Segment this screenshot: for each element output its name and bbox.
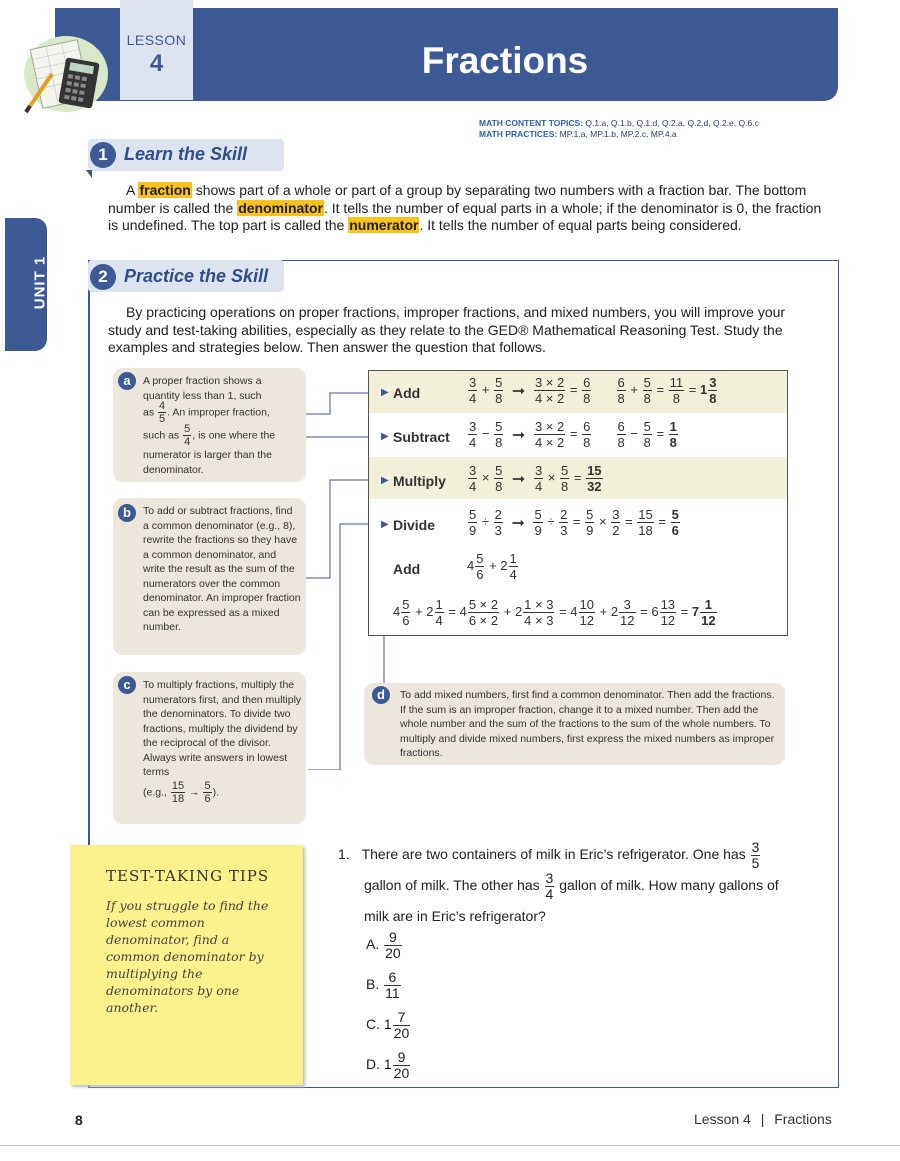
- note-a-line-2: quantity less than 1, such: [143, 389, 262, 402]
- fraction-three-fifths: $\frac{3}{5}$: [751, 839, 760, 871]
- mixed-add-example: 4 $\frac{5}{6}$ + 2 $\frac{1}{4}$: [467, 551, 517, 582]
- subtract-example: $\frac{3}{4}$ − $\frac{5}{8}$ ➞ $\frac{3 \times 2}{4 \times 2}$ = $\frac{6}{8}$ $\frac{6}{8}$ − $\frac{5}{8}$ = $\frac{1}{8}$: [469, 419, 677, 450]
- note-b-text: To add or subtract fractions, find a common denominator (e.g., 8), rewrite the fractions so they have a common denominator, and write the result as the sum of the numerators over the common denominator. An improper fraction can be expressed as a mixed number.: [143, 505, 301, 633]
- note-a-line-3a: as: [143, 406, 155, 419]
- pointer-triangle-icon: ▶: [381, 519, 389, 530]
- learn-header-corner: [86, 170, 92, 178]
- learn-section-title: Learn the Skill: [124, 144, 248, 164]
- note-a-line-5: numerator is larger than the: [143, 449, 272, 461]
- practice-paragraph: By practicing operations on proper fractions, improper fractions, and mixed numbers, you will improve your study and test-taking abilities, especially as they relate to the GED® Mathematical Reasoning Test. Study the examples and strategies below. Then answer the question that follows.: [108, 304, 786, 355]
- practice-section-number: 2: [90, 264, 116, 290]
- unit-side-tab: [5, 218, 47, 351]
- footer-rule: [0, 1145, 900, 1146]
- fraction-five-sixths: $\frac{5}{6}$: [204, 779, 211, 805]
- answer-option-c[interactable]: C. 1 $\frac{7}{20}$: [366, 1009, 410, 1041]
- content-topics-label: MATH CONTENT TOPICS:: [479, 118, 584, 128]
- right-arrow-icon: ➞: [511, 470, 526, 488]
- op-add-label: Add: [393, 385, 421, 401]
- right-arrow-icon: ➞: [511, 382, 526, 400]
- unit-label: UNIT 1: [31, 255, 49, 310]
- question-text-4: milk are in Eric’s refrigerator?: [364, 908, 546, 924]
- footer-separator: |: [760, 1111, 765, 1127]
- note-b-card: [113, 498, 306, 655]
- note-c-body: To multiply fractions, multiply the numerators first, and then multiply the denominators. To divide two fractions, multiply the dividend by the reciprocal of the divisor. Always write answers in lowest terms: [143, 679, 302, 778]
- pointer-triangle-icon: ▶: [381, 431, 389, 442]
- divide-example: $\frac{5}{9}$ ÷ $\frac{2}{3}$ ➞ $\frac{5}{9}$ ÷ $\frac{2}{3}$ = $\frac{5}{9}$ × $\frac{3}{2}$ = $\frac{15}{18}$ = $\frac{5}{6}$: [469, 507, 679, 538]
- test-taking-tips-note: [70, 845, 303, 1085]
- fraction-four-fifths: $\frac{4}{5}$: [159, 400, 166, 425]
- operations-table: [368, 370, 788, 636]
- learn-section-number: 1: [90, 142, 116, 168]
- content-topics-value: Q.1.a, Q.1.b, Q.1.d, Q.2.a, Q.2.d, Q.2.e, Q.6.c: [585, 118, 759, 128]
- answer-option-d[interactable]: D. 1 $\frac{9}{20}$: [366, 1049, 410, 1081]
- fraction-fifteen-eighteenths: $\frac{15}{18}$: [171, 779, 185, 805]
- answer-option-a[interactable]: A. $\frac{9}{20}$: [366, 929, 401, 961]
- add-example: $\frac{3}{4}$ + $\frac{5}{8}$ ➞ $\frac{3 \times 2}{4 \times 2}$ = $\frac{6}{8}$ $\frac{6}{8}$ + $\frac{5}{8}$ = $\frac{11}{8}$ = 1 $\frac{3}{8}$: [469, 375, 717, 406]
- tips-heading: TEST-TAKING TIPS: [106, 867, 270, 885]
- footer-lesson: Lesson 4: [694, 1111, 751, 1127]
- learn-text-1: A: [126, 182, 139, 198]
- learn-text-4: . It tells the number of equal parts being considered.: [419, 217, 742, 233]
- note-c-badge: c: [118, 676, 136, 694]
- learn-paragraph: [108, 182, 828, 235]
- pointer-triangle-icon: ▶: [381, 475, 389, 486]
- math-practices-label: MATH PRACTICES:: [479, 129, 558, 139]
- lesson-word: LESSON: [126, 32, 187, 48]
- note-c-eg: (e.g.,: [143, 785, 167, 798]
- note-c-card: [113, 672, 306, 824]
- mixed-add-calculation: 4 $\frac{5}{6}$ + 2 $\frac{1}{4}$ = 4 $\frac{5 \times 2}{6 \times 2}$ + 2 $\frac{1 \times 3}{4 \times 3}$ = 4 $\frac{10}{12}$ + 2 $\frac{3}{12}$ = 6 $\frac{13}{12}$ = 7 $\frac{1}{12}$: [393, 597, 716, 628]
- question-text-3: gallon of milk. How many gallons of: [559, 877, 779, 894]
- learn-text-3: . It tells the number of equal parts in a whole; if the denominator is 0, the fraction is undefined. The top part is called the: [108, 199, 822, 233]
- arrow-icon: →: [189, 785, 200, 798]
- note-a-line-6: denominator.: [143, 463, 204, 476]
- topics-block: [479, 118, 759, 140]
- lesson-tab: [120, 0, 193, 100]
- page-title: Fractions: [421, 40, 589, 81]
- note-d-badge: d: [372, 686, 390, 704]
- learn-text-2: shows part of a whole or part of a group by separating two numbers with a fraction bar. The bottom number is called the: [108, 182, 807, 216]
- practice-section-title: Practice the Skill: [124, 266, 269, 286]
- note-c-text: [143, 678, 303, 805]
- note-c-eg-end: ).: [212, 785, 219, 798]
- note-b-badge: b: [118, 504, 136, 522]
- op-add-mixed-label: Add: [393, 561, 421, 577]
- question-text-1: There are two containers of milk in Eric’s refrigerator. One has: [361, 846, 746, 863]
- fraction-five-fourths: $\frac{5}{4}$: [184, 423, 191, 448]
- note-a-line-4a: such as: [143, 429, 180, 442]
- footer-label: [694, 1111, 832, 1127]
- calculator-icon: [22, 34, 112, 116]
- question-text-2: gallon of milk. The other has: [364, 877, 540, 894]
- note-d-text: To add mixed numbers, first find a common denominator. Then add the fractions. If the sum is an improper fraction, change it to a mixed number. Then add the whole number and the sum of the fractions to the sum of the whole numbers. To multiply and divide mixed numbers, first express the mixed numbers as improper fractions.: [400, 689, 775, 759]
- math-practices-value: MP.1.a, MP.1.b, MP.2.c, MP.4.a: [559, 129, 677, 139]
- note-a-line-1: A proper fraction shows a: [143, 375, 262, 387]
- note-a-badge: a: [118, 372, 136, 390]
- question-number: 1.: [338, 846, 350, 863]
- lesson-number: 4: [149, 50, 164, 77]
- term-denominator: denominator: [238, 199, 323, 216]
- right-arrow-icon: ➞: [511, 426, 526, 444]
- multiply-example: $\frac{3}{4}$ × $\frac{5}{8}$ ➞ $\frac{3}{4}$ × $\frac{5}{8}$ = $\frac{15}{32}$: [469, 463, 602, 494]
- term-numerator: numerator: [349, 217, 419, 233]
- op-divide-label: Divide: [393, 517, 436, 533]
- note-a-line-3b: . An improper fraction,: [167, 406, 270, 419]
- op-subtract-label: Subtract: [393, 429, 450, 445]
- page-number: 8: [75, 1112, 83, 1128]
- note-a-line-4b: , is one where the: [192, 429, 276, 442]
- fraction-three-fourths: $\frac{3}{4}$: [545, 870, 554, 902]
- right-arrow-icon: ➞: [511, 514, 525, 532]
- note-d-card: [364, 683, 785, 765]
- pointer-triangle-icon: ▶: [381, 387, 389, 398]
- footer-title: Fractions: [774, 1111, 832, 1127]
- question-1: [338, 840, 818, 931]
- tips-body: If you struggle to find the lowest common denominator, find a common denominator by multiplying the denominators by one another.: [106, 898, 269, 1015]
- note-a-text: [143, 374, 303, 477]
- note-a-card: [113, 368, 306, 482]
- term-fraction: fraction: [139, 182, 191, 198]
- op-multiply-label: Multiply: [393, 473, 446, 489]
- answer-option-b[interactable]: B. $\frac{6}{11}$: [366, 969, 400, 1001]
